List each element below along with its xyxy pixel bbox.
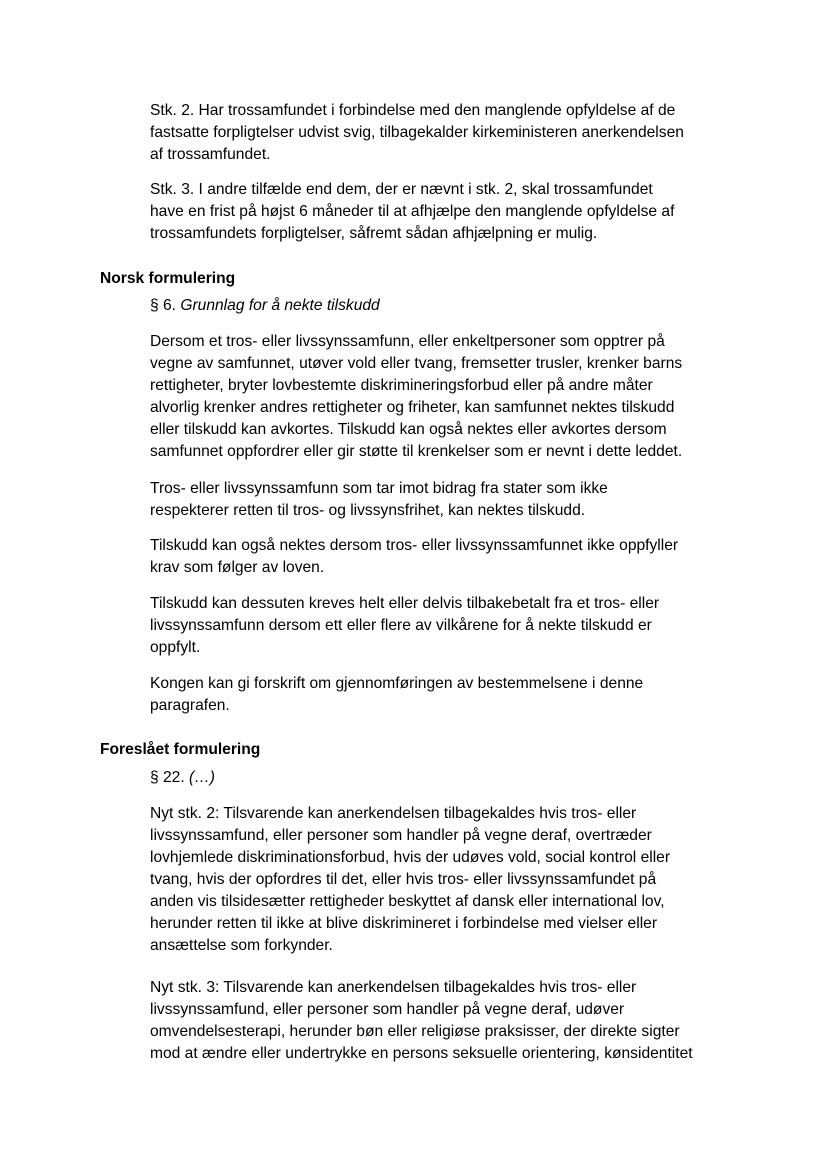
text-line: tvang, hvis der opfordres til det, eller hvis tros- eller livssynssamfundet på — [150, 871, 657, 888]
text-line: lovhjemlede diskriminationsforbud, hvis der udøves vold, social kontrol eller — [150, 849, 671, 866]
text-line: respekterer retten til tros- og livssynsfrihet, kan nektes tilskudd. — [150, 502, 586, 519]
text-line: ansættelse som forkynder. — [150, 937, 333, 954]
section-title-foreslaaet — [150, 767, 215, 789]
section-number: § 6. — [150, 297, 181, 314]
heading-foreslaaet-formulering: Foreslået formulering — [100, 741, 261, 758]
text-line: paragrafen. — [150, 697, 230, 714]
section-name: Grunnlag for å nekte tilskudd — [180, 297, 380, 314]
text-line: Tros- eller livssynssamfunn som tar imot bidrag fra stater som ikke — [150, 480, 608, 497]
text-line: alvorlig krenker andres rettigheter og friheter, kan samfunnet nektes tilskudd — [150, 399, 675, 416]
text-line: samfunnet oppfordrer eller gir støtte til krenkelser som er nevnt i dette leddet. — [150, 443, 683, 460]
text-line: af trossamfundet. — [150, 146, 271, 163]
text-line: oppfylt. — [150, 639, 201, 656]
text-line: Stk. 2. Har trossamfundet i forbindelse med den manglende opfyldelse af de — [150, 102, 676, 119]
text-line: Nyt stk. 2: Tilsvarende kan anerkendelsen tilbagekaldes hvis tros- eller — [150, 805, 637, 822]
text-line: anden vis tilsidesætter rettigheder beskyttet af dansk eller international lov, — [150, 893, 665, 910]
text-line: have en frist på højst 6 måneder til at afhjælpe den manglende opfyldelse af — [150, 203, 675, 220]
text-line: omvendelsesterapi, herunder bøn eller religiøse praksisser, der direkte sigter — [150, 1023, 680, 1040]
heading-norsk-formulering: Norsk formulering — [100, 270, 236, 287]
section-title-norsk — [150, 295, 380, 317]
text-line: trossamfundets forpligtelser, såfremt sådan afhjælpning er mulig. — [150, 225, 598, 242]
paragraph-foreslaaet-1 — [150, 803, 730, 957]
text-line: Tilskudd kan dessuten kreves helt eller delvis tilbakebetalt fra et tros- eller — [150, 595, 660, 612]
paragraph-norsk-5 — [150, 673, 730, 717]
paragraph-stk2 — [150, 100, 730, 166]
text-line: Stk. 3. I andre tilfælde end dem, der er nævnt i stk. 2, skal trossamfundet — [150, 181, 653, 198]
text-line: rettigheter, bryter lovbestemte diskrimineringsforbud eller på andre måter — [150, 377, 653, 394]
text-line: Nyt stk. 3: Tilsvarende kan anerkendelsen tilbagekaldes hvis tros- eller — [150, 979, 637, 996]
text-line: vegne av samfunnet, utøver vold eller tvang, fremsetter trusler, krenker barns — [150, 355, 683, 372]
text-line: Tilskudd kan også nektes dersom tros- eller livssynssamfunnet ikke oppfyller — [150, 537, 679, 554]
text-line: herunder retten til ikke at blive diskrimineret i forbindelse med vielser eller — [150, 915, 658, 932]
paragraph-stk3 — [150, 179, 730, 245]
paragraph-norsk-4 — [150, 593, 730, 659]
paragraph-norsk-2 — [150, 478, 730, 522]
text-line: livssynssamfund, eller personer som handler på vegne deraf, overtræder — [150, 827, 652, 844]
text-line: livssynssamfunn dersom ett eller flere av vilkårene for å nekte tilskudd er — [150, 617, 652, 634]
section-number: § 22. — [150, 769, 190, 786]
paragraph-norsk-1 — [150, 331, 730, 463]
text-line: fastsatte forpligtelser udvist svig, tilbagekalder kirkeministeren anerkendelsen — [150, 124, 684, 141]
section-name: (…) — [189, 769, 215, 786]
text-line: Dersom et tros- eller livssynssamfunn, eller enkeltpersoner som opptrer på — [150, 333, 665, 350]
text-line: Kongen kan gi forskrift om gjennomføringen av bestemmelsene i denne — [150, 675, 644, 692]
paragraph-foreslaaet-2 — [150, 977, 730, 1065]
paragraph-norsk-3 — [150, 535, 730, 579]
text-line: livssynssamfund, eller personer som handler på vegne deraf, udøver — [150, 1001, 625, 1018]
text-line: krav som følger av loven. — [150, 559, 325, 576]
text-line: mod at ændre eller undertrykke en persons seksuelle orientering, kønsidentitet — [150, 1045, 693, 1062]
text-line: eller tilskudd kan avkortes. Tilskudd kan også nektes eller avkortes dersom — [150, 421, 667, 438]
